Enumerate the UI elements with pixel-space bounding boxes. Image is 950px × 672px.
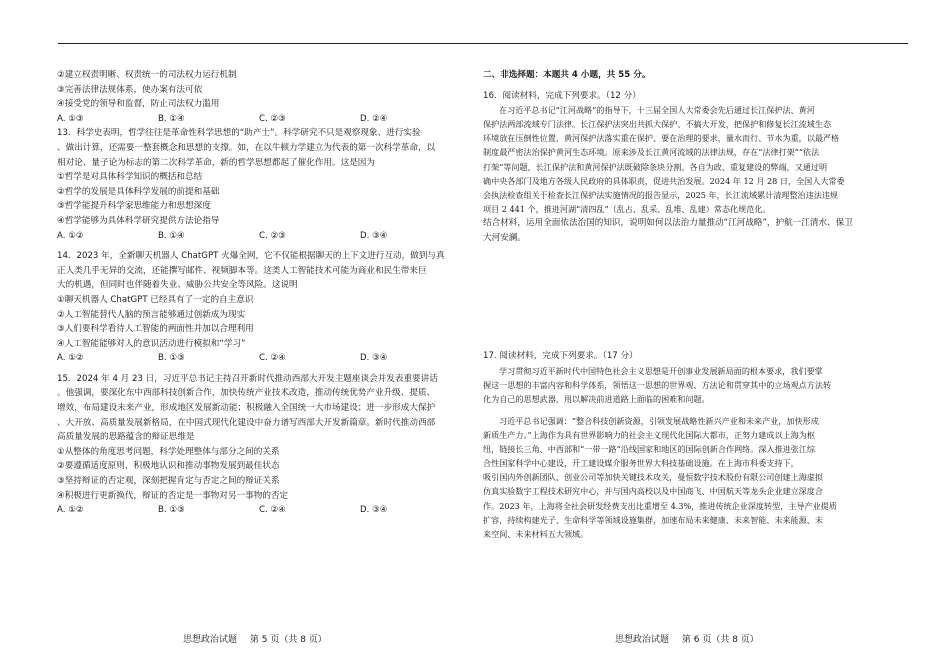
q16-material-line: 在习近平总书记“江河战略”的指导下，十三届全国人大常委会先后通过长江保护法、黄河 — [499, 105, 815, 116]
q15-stem-line: 15．2024 年 4 月 23 日，习近平总书记主持召开新时代推动西部大开发主题座谈会并发表重要讲话 — [57, 373, 438, 384]
q14-option-a: A. ①② — [57, 353, 84, 364]
q16-question-line: 结合材料，运用全面依法治国的知识，说明如何以法治力量推动“江河战略”，护航一江清水、保卫 — [483, 217, 853, 228]
q14-stem-line: 正人类几乎无异的交流，还能撰写邮件、视频脚本等。这类人工智能技术可能为商业和民生带来巨 — [57, 265, 427, 276]
question-14 — [57, 249, 465, 366]
left-column — [57, 68, 465, 518]
page-footer-left — [183, 632, 337, 645]
section-title: 二、非选择题：本题共 4 小题，共 55 分。 — [483, 70, 651, 80]
q13-item: ①哲学是对具体科学知识的概括和总结 — [57, 172, 203, 183]
q13-option-d: D. ③④ — [360, 230, 388, 241]
q14-option-b: B. ①③ — [158, 353, 185, 364]
q14-stem-line: 14．2023 年，全新聊天机器人 ChatGPT 火爆全网，它不仅能根据聊天的上下文进行互动，做到与真 — [57, 251, 445, 262]
q14-stem-line: 大的机遇，但同时也伴随着失业、威胁公共安全等风险。这说明 — [57, 280, 298, 291]
q15-option-c: C. ②④ — [259, 505, 286, 516]
q13-item: ③哲学能提升科学家思维能力和思想深度 — [57, 201, 211, 212]
q16-material — [483, 103, 897, 216]
q15-stem-line: 增效，布局建设未来产业，形成地区发展新动能；积极融入全国统一大市场建设；进一步形成大保护 — [57, 403, 436, 414]
q16-question — [483, 216, 897, 245]
q13-stem-line: 相对论、量子论为标志的第二次科学革命，新的哲学思想都起了催化作用。这是因为 — [57, 157, 375, 168]
question-15 — [57, 372, 465, 518]
q17-line: 习近平总书记强调：“整合科技创新资源，引领发展战略性新兴产业和未来产业，加快形成 — [499, 416, 819, 426]
q17-line: 新质生产力。”上海作为具有世界影响力的社会主义现代化国际大都市，正努力建成以上海为枢 — [483, 430, 815, 441]
q14-item: ②人工智能替代人脑的预言能够通过创新成为现实 — [57, 309, 246, 320]
q17-paragraph-2 — [483, 414, 897, 541]
q17-line: 来空间、未来材料五大领域。 — [483, 528, 589, 539]
q12-item: ③完善法律法规体系，使办案有法可依 — [57, 84, 203, 95]
q14-item: ①聊天机器人 ChatGPT 已经具有了一定的自主意识 — [57, 294, 254, 305]
q15-option-b: B. ①③ — [158, 505, 185, 516]
page-footer-right — [615, 632, 769, 645]
q15-option-d: D. ③④ — [360, 505, 388, 516]
q15-stem-line: 高质量发展的思路蕴含的辩证思维是 — [57, 432, 195, 443]
q17-heading: 17. 阅读材料，完成下列要求。（17 分） — [483, 351, 638, 362]
q12-items — [57, 68, 465, 112]
q14-option-c: C. ②④ — [259, 353, 286, 364]
footer-page-number: 第 5 页（共 8 页） — [249, 635, 327, 645]
q16-question-line: 大河安澜。 — [483, 232, 526, 243]
q13-options — [57, 229, 465, 244]
q12-option-b: B. ①④ — [158, 113, 185, 124]
q12-item: ④接受党的领导和监督，防止司法权力滥用 — [57, 99, 220, 110]
question-13 — [57, 126, 465, 243]
q15-item: ②要遵循适度原则，积极地认识和推动事物发展到最佳状态 — [57, 461, 280, 472]
q15-option-a: A. ①② — [57, 505, 84, 516]
answer-space — [483, 245, 897, 349]
q16-material-line: 制度最严密法治保护黄河生态环境。原来涉及长江黄河流域的法律法规，存在“法律打架”“依法 — [483, 147, 820, 158]
q14-item: ③人们要科学看待人工智能的两面性并加以合理利用 — [57, 324, 254, 335]
q13-item: ②哲学的发展是具体科学发展的前提和基础 — [57, 186, 220, 197]
q13-item: ④哲学能够为具体科学研究提供方法论指导 — [57, 215, 220, 226]
q15-item: ④积极进行更新换代，辩证的否定是一事物对另一事物的否定 — [57, 490, 289, 501]
q15-stem-line: 、大开放、高质量发展新格局，在中国式现代化建设中奋力谱写西部大开发新篇章。新时代推动西部 — [57, 417, 436, 428]
q17-line: 作。2023 年，上海将全社会研发经费支出比重增至 4.3%，推进传统企业深度转型，主导产业提质 — [483, 500, 837, 511]
q13-option-b: B. ①④ — [158, 230, 185, 241]
q13-stem-line: 13．科学史表明，哲学往往是革命性科学思想的“助产士”。科学研究不只是观察现象、进行实验 — [57, 128, 421, 139]
q17-line: 扩容，持续构建光子、生命科学等领域设施集群，加速布局未来健康、未来智能、未来能源、未 — [483, 514, 823, 525]
q16-material-line: 项目 2 441 个，推进河湖“清四乱”（乱占、乱采、乱堆、乱建）常态化规范化。 — [483, 203, 771, 214]
q12-item: ②建立权责明晰、权责统一的司法权力运行机制 — [57, 70, 237, 80]
q16-material-line: 打架”等问题，长江保护法和黄河保护法既破除条块分割、各自为政、重复建设的弊端，又通过明 — [483, 161, 828, 172]
q13-option-a: A. ①② — [57, 230, 84, 241]
q13-stem-line: 、做出计算，还需要一整套概念和思想的支撑。如，在以牛顿力学建立为代表的第一次科学革命，以 — [57, 142, 436, 153]
q14-item: ④人工智能能够对人的意识活动进行模拟和“学习” — [57, 338, 246, 349]
footer-subject: 思想政治试题 — [183, 635, 238, 645]
q17-line: 仿真实验数字工程技术研究中心，并与国内高校以及中国商飞、中国航天等龙头企业建立深度合 — [483, 486, 823, 497]
q13-option-c: C. ②③ — [259, 230, 286, 241]
q16-material-line: 环境放在压倒性位置，黄河保护法落实重在保护、要在治理的要求，量水而行、节水为重，以最严格 — [483, 133, 840, 144]
q17-line: 化为自己的思想武器，用以解决前进道路上面临的困难和问题。 — [483, 393, 710, 404]
q15-item: ①从整体的角度思考问题，科学处理整体与部分之间的关系 — [57, 446, 280, 457]
q17-line: 合性国家科学中心建设，开工建设媒介服务世界大科技基础设施。在上海市科委支持下， — [483, 458, 799, 469]
q15-options — [57, 503, 465, 518]
q16-material-line: 确中央各部门及地方各级人民政府的具体职责，促进共治发展。2024 年 12 月 28 日，全国人大常委 — [483, 175, 845, 186]
q17-paragraph-1 — [483, 364, 897, 406]
q12-option-d: D. ②④ — [360, 113, 388, 124]
footer-subject: 思想政治试题 — [615, 635, 670, 645]
q17-line: 握这一思想的丰富内容和科学体系，领悟这一思想的世界观、方法论和贯穿其中的立场观点方法转 — [483, 379, 832, 390]
q17-line: 纽，链接长三角、中西部和“一带一路”沿线国家和地区的国际创新合作网络。深入推进张江综 — [483, 444, 816, 455]
q17-line: 学习贯彻习近平新时代中国特色社会主义思想是开创事业发展新局面的根本要求，我们要掌 — [499, 365, 823, 376]
top-rule — [58, 43, 908, 44]
q12-option-a: A. ①③ — [57, 113, 84, 124]
q12-options — [57, 112, 465, 127]
q14-option-d: D. ③④ — [360, 353, 388, 364]
q15-stem-line: 。他强调，要深化东中西部科技创新合作，加快传统产业技术改造，推动传统优势产业升级、提质、 — [57, 388, 436, 399]
right-column — [483, 68, 897, 541]
footer-page-number: 第 6 页（共 8 页） — [681, 635, 759, 645]
q12-option-c: C. ②③ — [259, 113, 286, 124]
q15-item: ③坚持辩证的否定观，深刻把握肯定与否定之间的辩证关系 — [57, 476, 280, 487]
q14-options — [57, 351, 465, 366]
q17-line: 吸引国内外创新团队、创业公司等加快关键技术攻关，曼恒数字技术股份有限公司创建上海虚拟 — [483, 472, 823, 483]
q16-material-line: 会执法检查组关于检查长江保护法实施情况的报告显示，2025 年，长江流域累计清理整治违法违规 — [483, 189, 839, 200]
q16-heading: 16．阅读材料，完成下列要求。（12 分） — [483, 90, 641, 101]
q16-material-line: 保护法两部流域专门法律。长江保护法突出共抓大保护、不搞大开发，把保护和修复长江流域生态 — [483, 119, 832, 130]
